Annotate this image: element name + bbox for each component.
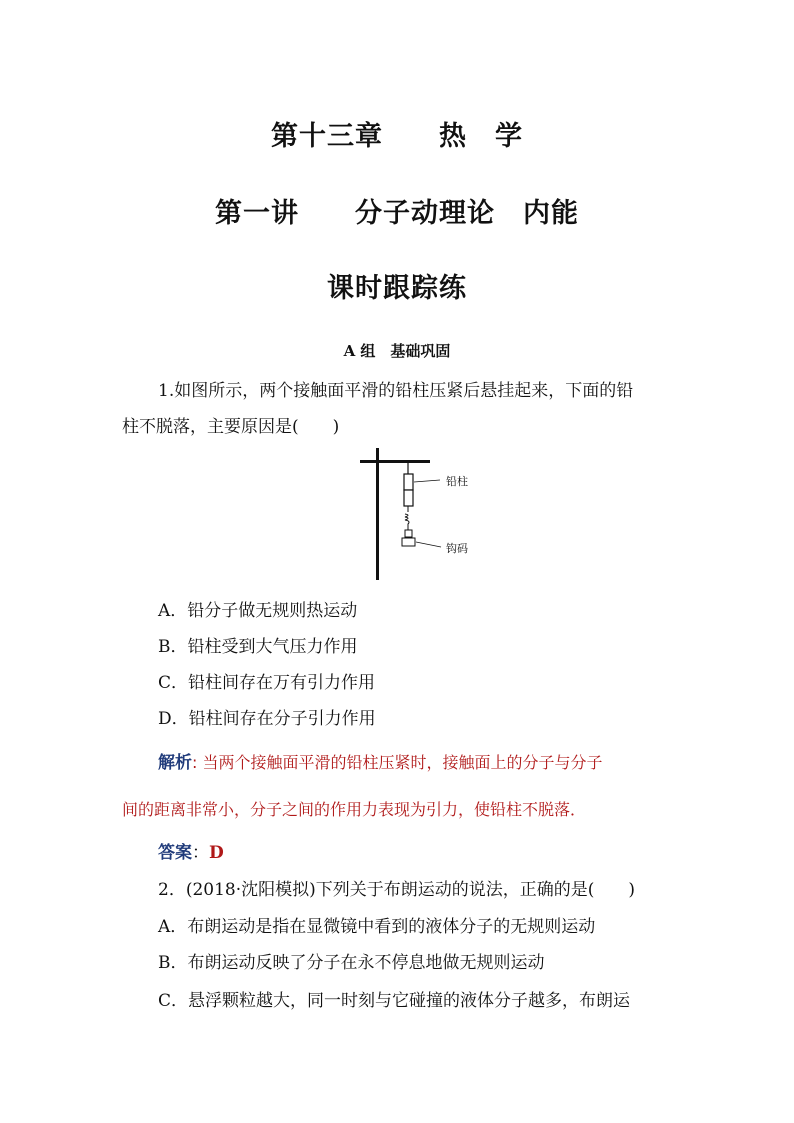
lead-cylinder-top	[404, 474, 413, 490]
q2-option-a: A．布朗运动是指在显微镜中看到的液体分子的无规则运动	[158, 917, 596, 937]
support-post	[376, 448, 379, 580]
q1-option-a: A．铅分子做无规则热运动	[158, 601, 358, 621]
weight-top	[405, 530, 412, 537]
q1-option-c: C．铅柱间存在万有引力作用	[158, 673, 376, 693]
support-bar	[360, 460, 430, 463]
q1-option-d: D．铅柱间存在分子引力作用	[158, 709, 376, 729]
lead-cylinder-bottom	[404, 490, 413, 506]
analysis-label: 解析	[158, 753, 192, 773]
section-title: 课时跟踪练	[327, 273, 467, 304]
lead-cylinder-diagram	[358, 446, 478, 582]
q1-analysis-line2: 间的距离非常小，分子之间的作用力表现为引力，使铅柱不脱落．	[122, 800, 587, 819]
q1-analysis-line1	[158, 748, 602, 773]
answer-colon: ：	[192, 843, 209, 863]
label-weight: 钩码	[446, 542, 468, 555]
lecture-title: 第一讲 分子动理论 内能	[215, 198, 579, 229]
answer-value: D	[209, 843, 224, 863]
label-lead-cylinder: 铅柱	[446, 475, 468, 488]
q1-figure	[358, 446, 478, 582]
weight-bottom	[402, 538, 415, 546]
q2-option-b: B．布朗运动反映了分子在永不停息地做无规则运动	[158, 953, 545, 973]
group-heading: A 组 基础巩固	[343, 342, 451, 360]
q1-stem-line1: 1.如图所示，两个接触面平滑的铅柱压紧后悬挂起来，下面的铅	[158, 381, 634, 401]
analysis-text-1: : 当两个接触面平滑的铅柱压紧时，接触面上的分子与分子	[192, 753, 603, 772]
chapter-title: 第十三章 热 学	[271, 121, 523, 152]
leader-lead	[414, 480, 440, 482]
q1-option-b: B．铅柱受到大气压力作用	[158, 637, 358, 657]
answer-label: 答案	[158, 843, 192, 863]
q1-answer	[158, 838, 224, 863]
leader-weight	[416, 542, 441, 547]
q2-option-c: C．悬浮颗粒越大，同一时刻与它碰撞的液体分子越多，布朗运	[158, 991, 631, 1011]
q2-stem: 2．(2018·沈阳模拟)下列关于布朗运动的说法，正确的是( )	[158, 880, 636, 900]
hook-spring	[405, 506, 409, 530]
q1-stem-line2: 柱不脱落，主要原因是( )	[122, 417, 340, 437]
